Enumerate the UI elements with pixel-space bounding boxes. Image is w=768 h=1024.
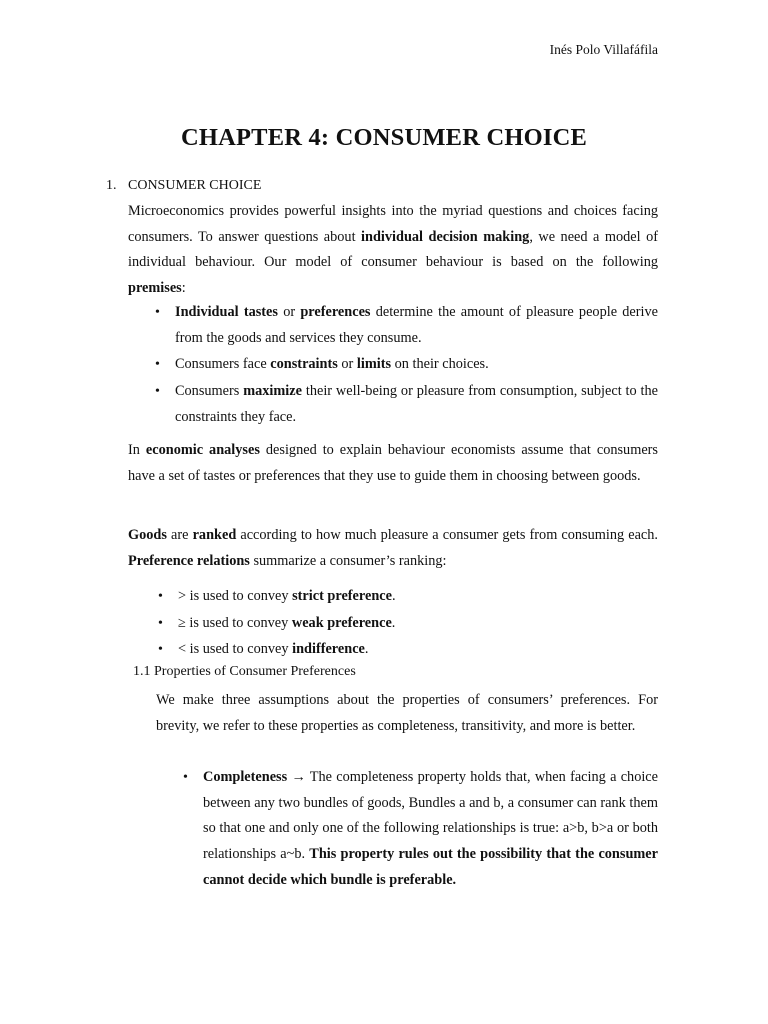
bullet-icon: • xyxy=(155,384,160,400)
assumptions-paragraph: We make three assumptions about the properties of consumers’ preferences. For brevity, we refer to these properties as completeness, transitivity, and more is better. xyxy=(156,692,658,734)
economic-analyses-paragraph: In economic analyses designed to explain behaviour economists assume that consumers have a set of tastes or preferences that they use to guide them in choosing between goods. xyxy=(128,442,658,484)
list-item: • Individual tastes or preferences determine the amount of pleasure people derive from the goods and services they consume. xyxy=(175,300,658,351)
list-item: • Completeness → The completeness property holds that, when facing a choice between any two bundles of goods, Bundles a and b, a consumer can rank them so that one and only one of the following relationships is true: a>b, b>a or both relationships a~b. This property rules out the possibility that the consumer cannot decide which bundle is preferable. xyxy=(203,765,658,894)
preference-relations-paragraph: Goods are ranked according to how much pleasure a consumer gets from consuming each. Preference relations summarize a consumer’s ranking: xyxy=(128,527,658,569)
relations-list xyxy=(158,584,658,664)
list-item: • < is used to convey indifference. xyxy=(178,637,658,663)
section-heading: CONSUMER CHOICE xyxy=(128,178,262,193)
bullet-icon: • xyxy=(155,305,160,320)
section-number: 1. xyxy=(106,178,117,193)
list-item: • Consumers maximize their well-being or pleasure from consumption, subject to the constraints they face. xyxy=(175,379,658,430)
arrow-right-icon: → xyxy=(287,769,310,785)
premises-list xyxy=(155,300,659,432)
intro-paragraph: Microeconomics provides powerful insights into the myriad questions and choices facing consumers. To answer questions about individual decision making, we need a model of individual behaviour. Our model of consumer behaviour is based on the following premises: xyxy=(128,203,658,296)
list-item: • ≥ is used to convey weak preference. xyxy=(178,611,658,637)
bullet-icon: • xyxy=(183,770,188,785)
list-item: • Consumers face constraints or limits on their choices. xyxy=(175,352,658,378)
chapter-title: CHAPTER 4: CONSUMER CHOICE xyxy=(180,124,588,151)
list-item: • > is used to convey strict preference. xyxy=(178,584,658,610)
bullet-icon: • xyxy=(158,615,163,631)
bullet-icon: • xyxy=(158,642,163,658)
bullet-icon: • xyxy=(155,357,160,373)
bullet-icon: • xyxy=(158,589,163,604)
subsection-heading: 1.1 Properties of Consumer Preferences xyxy=(133,664,356,679)
properties-list xyxy=(183,765,659,894)
author-header: Inés Polo Villafáfila xyxy=(549,42,658,57)
